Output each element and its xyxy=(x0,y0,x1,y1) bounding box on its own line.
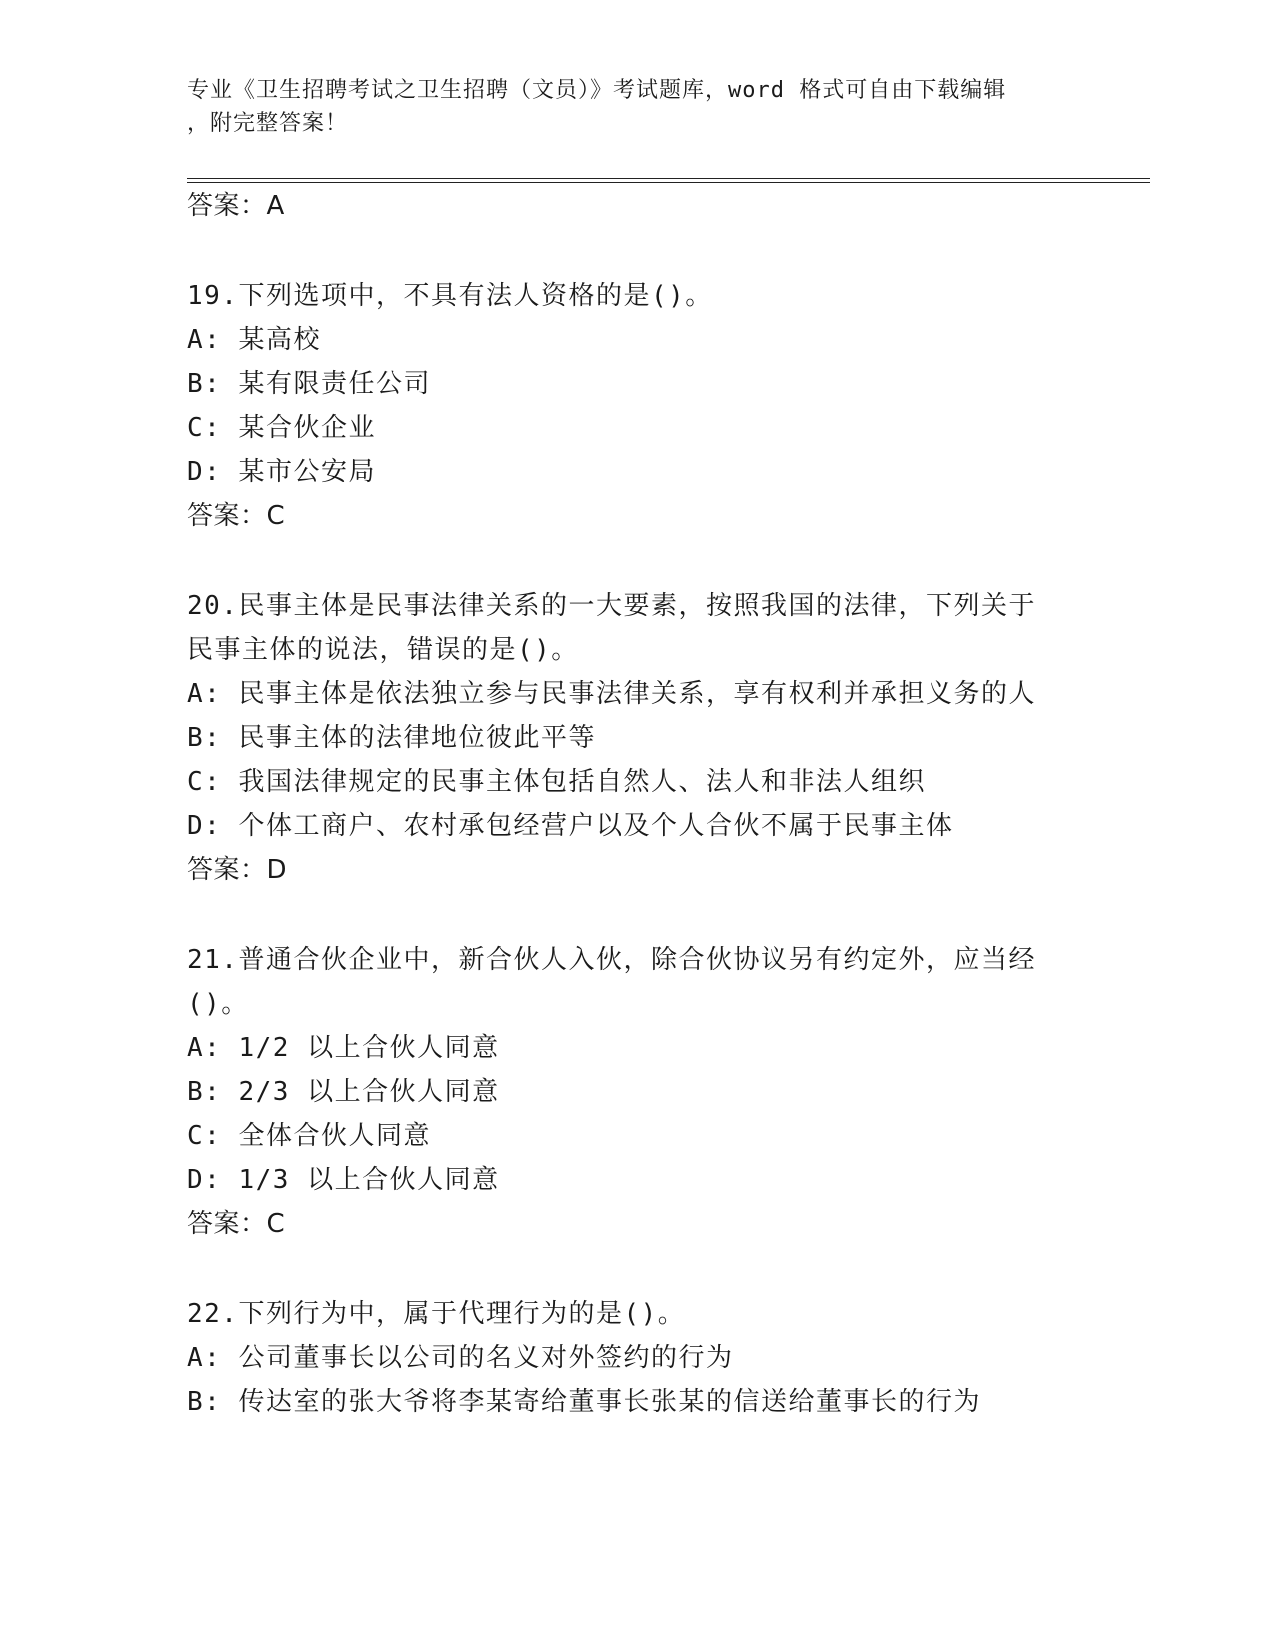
option-b: B: 民事主体的法律地位彼此平等 xyxy=(187,723,596,753)
option-a: A: 公司董事长以公司的名义对外签约的行为 xyxy=(187,1343,734,1373)
header-divider-top xyxy=(187,178,1150,179)
question-20-cont: 民事主体的说法，错误的是()。 xyxy=(187,635,579,665)
option-a: A: 某高校 xyxy=(187,325,321,355)
header-divider-bottom xyxy=(187,182,1150,183)
answer-line: 答案：C xyxy=(187,501,286,531)
option-d: D: 个体工商户、农村承包经营户以及个人合伙不属于民事主体 xyxy=(187,811,954,841)
option-c: C: 我国法律规定的民事主体包括自然人、法人和非法人组织 xyxy=(187,767,926,797)
answer-line: 答案：A xyxy=(187,191,285,221)
option-b: B: 某有限责任公司 xyxy=(187,369,431,399)
question-21: 21.普通合伙企业中，新合伙人入伙，除合伙协议另有约定外，应当经 xyxy=(187,945,1036,975)
option-a: A: 1/2 以上合伙人同意 xyxy=(187,1033,500,1063)
option-b: B: 2/3 以上合伙人同意 xyxy=(187,1077,500,1107)
option-b: B: 传达室的张大爷将李某寄给董事长张某的信送给董事长的行为 xyxy=(187,1387,981,1417)
option-c: C: 全体合伙人同意 xyxy=(187,1121,431,1151)
question-22: 22.下列行为中，属于代理行为的是()。 xyxy=(187,1299,686,1329)
option-d: D: 某市公安局 xyxy=(187,457,376,487)
question-21-cont: ()。 xyxy=(187,989,249,1019)
question-19: 19.下列选项中，不具有法人资格的是()。 xyxy=(187,281,713,311)
header-line-1: 专业《卫生招聘考试之卫生招聘（文员）》考试题库，word 格式可自由下载编辑 xyxy=(187,78,1007,103)
option-c: C: 某合伙企业 xyxy=(187,413,376,443)
option-a: A: 民事主体是依法独立参与民事法律关系，享有权利并承担义务的人 xyxy=(187,679,1036,709)
answer-line: 答案：D xyxy=(187,855,288,885)
option-d: D: 1/3 以上合伙人同意 xyxy=(187,1165,500,1195)
question-20: 20.民事主体是民事法律关系的一大要素，按照我国的法律，下列关于 xyxy=(187,591,1036,621)
document-header xyxy=(187,74,1087,140)
header-line-2: ，附完整答案！ xyxy=(187,111,349,136)
answer-line: 答案：C xyxy=(187,1209,286,1239)
